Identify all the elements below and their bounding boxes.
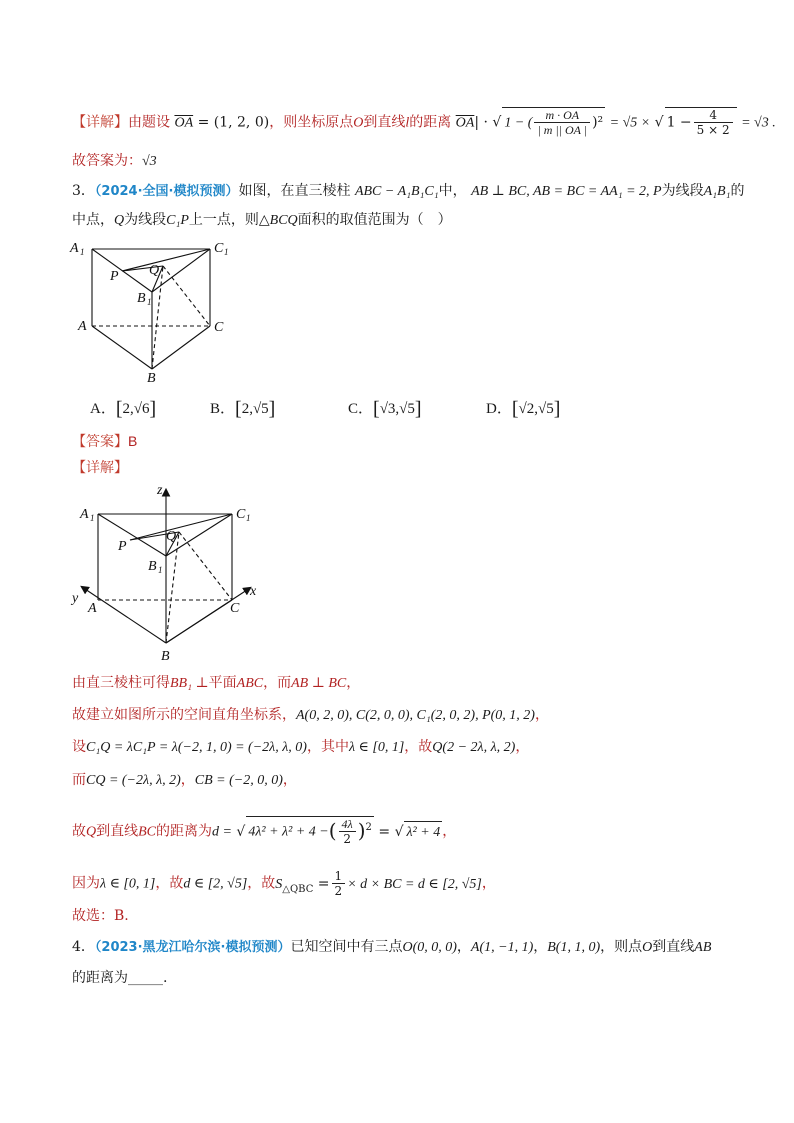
svg-text:1: 1 [80, 247, 85, 257]
svg-text:1: 1 [147, 297, 152, 307]
q4-line-2: 的距离为_____. [72, 970, 168, 986]
q3-source: （2024·全国·模拟预测） [94, 184, 239, 199]
option-a[interactable]: A．[2,√6] [90, 398, 157, 420]
label-Q: Q [149, 263, 160, 278]
option-c[interactable]: C．[√3,√5] [348, 398, 422, 420]
label-C1-2: C [236, 507, 246, 522]
detail-line-1: 【详解】由题设 $\overline{OA} = (1$, 2, 0)，则坐标原点O到直线l的距离 $\overline{OA}|$ · √ 1 − ( $\frac{m \cdot OA}{| m || OA |}$ )² = √5 × √ 1 − $\frac{4}{5 \times 2}$ = √3 . [72, 108, 776, 137]
label-B1-2: B [148, 559, 157, 574]
answer-line-1: 故答案为：√3 [72, 153, 157, 169]
label-A1: A [70, 241, 79, 256]
answer-blank[interactable]: _____ [128, 970, 163, 986]
sol-line-1: 由直三棱柱可得BB₁ ⊥平面ABC，而AB ⊥ BC， [72, 675, 361, 691]
label-B: B [147, 371, 156, 386]
coordinate-figure [60, 480, 280, 665]
label-B1: B [137, 291, 146, 306]
label-A-2: A [88, 601, 97, 616]
option-b[interactable]: B．[2,√5] [210, 398, 276, 420]
q4-source: （2023·黑龙江哈尔滨·模拟预测） [94, 940, 291, 955]
label-P-2: P [118, 539, 127, 554]
sol-line-3: 设C₁Q = λC₁P = λ(−2, 1, 0) = (−2λ, λ, 0)，其中λ ∈ [0, 1]，故Q(2 − 2λ, λ, 2)， [72, 739, 530, 755]
axis-y: y [72, 591, 79, 606]
detail-tag: 【详解】 [72, 114, 128, 131]
svg-text:1: 1 [224, 247, 229, 257]
option-d[interactable]: D．[√2,√5] [486, 398, 561, 420]
sol-line-7: 故选：B. [72, 908, 129, 924]
q4-line-1: 4．（2023·黑龙江哈尔滨·模拟预测）已知空间中有三点O(0, 0, 0)，A(1, −1, 1)，B(1, 1, 0)，则点O到直线AB [72, 939, 712, 955]
q3-line-1: 3．（2024·全国·模拟预测）如图，在直三棱柱 ABC − A₁B₁C₁中， AB ⊥ BC, AB = BC = AA₁ = 2, P为线段A₁B₁的 [72, 183, 745, 199]
sol-line-6: 因为λ ∈ [0, 1]，故d ∈ [2, √5]，故$S_{\triangle QBC}$ = $\frac{1}{2}$ × d × BC = d ∈ [2, √5]， [72, 869, 496, 898]
label-P: P [110, 269, 119, 284]
answer-line-3: 【答案】B [72, 433, 138, 450]
label-C1: C [214, 241, 224, 256]
detail-tag-3: 【详解】 [72, 460, 128, 476]
label-C: C [214, 320, 224, 335]
svg-text:1: 1 [90, 513, 95, 523]
sol-line-4: 而CQ = (−2λ, λ, 2)，CB = (−2, 0, 0)， [72, 772, 297, 788]
sol-line-2: 故建立如图所示的空间直角坐标系，A(0, 2, 0), C(2, 0, 0), C₁(2, 0, 2), P(0, 1, 2)， [72, 707, 549, 723]
label-Q-2: Q [166, 529, 177, 544]
label-B-2: B [161, 649, 170, 664]
axis-x: x [250, 584, 257, 599]
svg-text:1: 1 [158, 565, 163, 575]
svg-text:1: 1 [246, 513, 251, 523]
sol-line-5: 故Q到直线BC的距离为d = √ 4λ² + λ² + 4 −( $\frac{4\lambda}{2}$ )$^2$ = √ λ² + 4 ， [72, 817, 457, 847]
prism-figure [60, 236, 250, 386]
axis-z: z [157, 483, 163, 498]
label-A1-2: A [80, 507, 89, 522]
q3-line-2: 中点，Q为线段C₁P上一点，则△BCQ面积的取值范围为（ ） [72, 212, 452, 228]
label-C-2: C [230, 601, 240, 616]
label-A: A [78, 319, 87, 334]
